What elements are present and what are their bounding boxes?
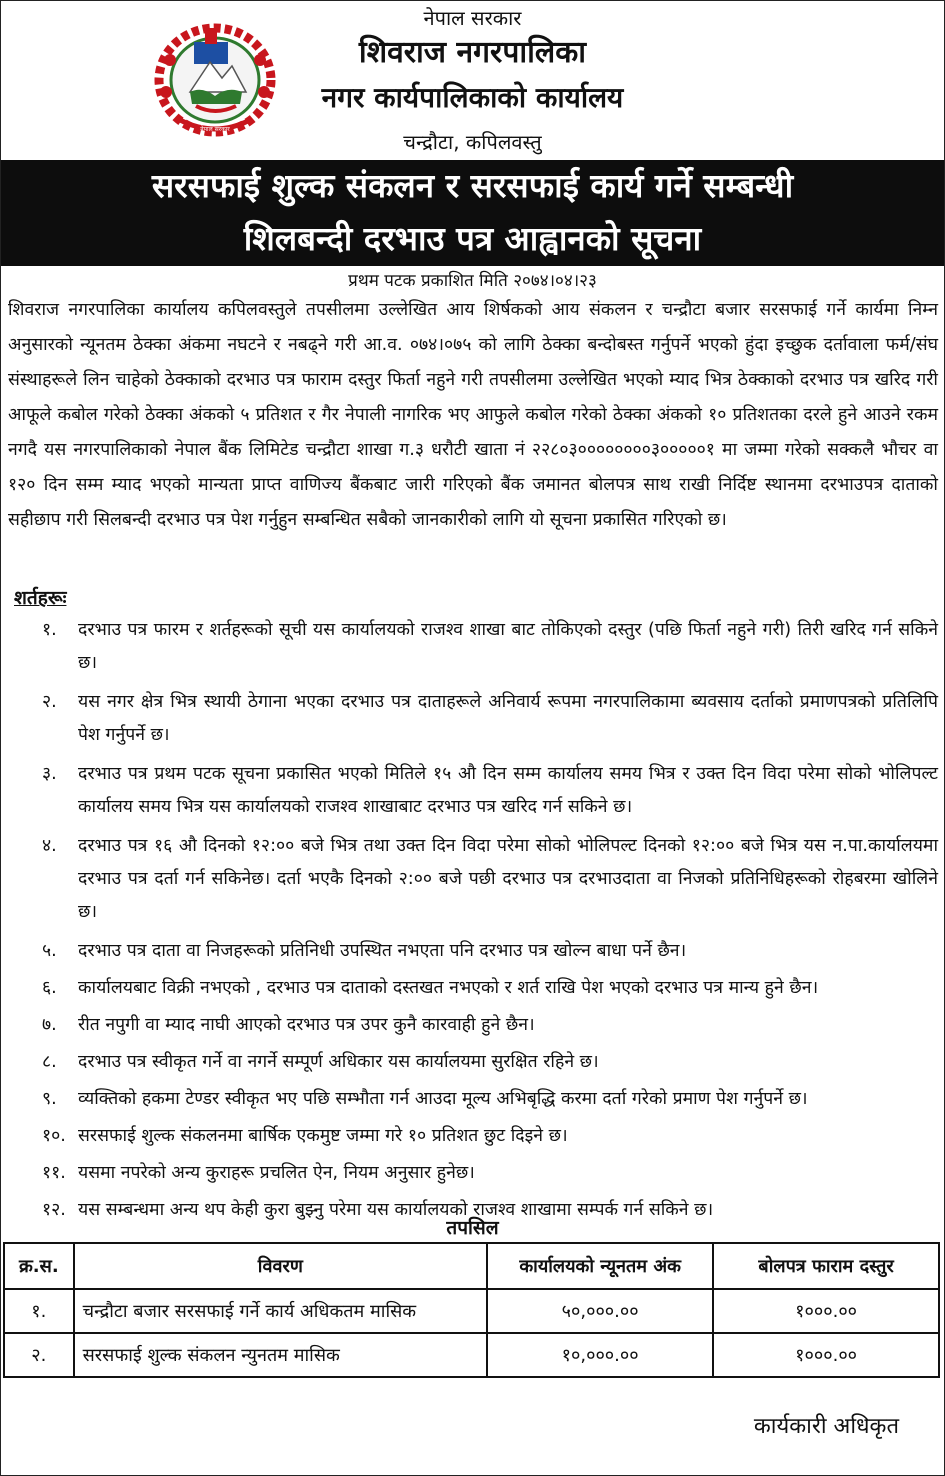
col-minimum-amount-header: कार्यालयको न्यूनतम अंक: [487, 1243, 713, 1289]
schedule-table: [3, 1242, 940, 1378]
condition-number: १.: [42, 620, 57, 640]
notice-title-line2: शिलबन्दी दरभाउ पत्र आह्वानको सूचना: [243, 219, 702, 258]
condition-text: सरसफाई शुल्क संकलनमा बार्षिक एकमुष्ट जम्मा गरे १० प्रतिशत छुट दिइने छ।: [78, 1126, 568, 1146]
condition-item: [8, 686, 938, 752]
cell-serial: १.: [4, 1289, 74, 1333]
condition-text: दरभाउ पत्र दाता वा निजहरूको प्रतिनिधी उपस्थित नभएता पनि दरभाउ पत्र खोल्न बाधा पर्ने छैन।: [78, 941, 687, 961]
condition-text: दरभाउ पत्र प्रथम पटक सूचना प्रकासित भएको मितिले १५ औ दिन सम्म कार्यालय समय भित्र र उक्त दिन विदा परेमा सोको भोलिपल्ट कार्यालय समय भित्र यस कार्यालयको राजश्व शाखाबाट दरभाउ पत्र खरिद गर्न सकिने छ।: [78, 764, 938, 817]
office-name: नगर कार्यपालिकाको कार्यालय: [321, 81, 624, 114]
condition-number: ७.: [42, 1015, 57, 1035]
emblem-caption: नेपाल सरकार: [200, 126, 230, 133]
condition-text: कार्यालयबाट विक्री नभएको , दरभाउ पत्र दाताको दस्तखत नभएको र शर्त राखि पेश भएको दरभाउ पत्र मान्य हुने छैन।: [78, 978, 819, 998]
condition-item: [8, 1083, 938, 1116]
notice-title-banner: [1, 160, 944, 266]
government-name: नेपाल सरकार: [423, 6, 522, 30]
condition-number: ८.: [42, 1052, 57, 1072]
letterhead: [0, 0, 945, 160]
condition-item: [8, 758, 938, 824]
condition-number: ६.: [42, 978, 57, 998]
condition-item: [8, 935, 938, 968]
cell-form-fee: १०००.००: [713, 1333, 939, 1377]
condition-text: दरभाउ पत्र स्वीकृत गर्ने वा नगर्ने सम्पूर्ण अधिकार यस कार्यालयमा सुरक्षित रहिने छ।: [78, 1052, 599, 1072]
published-date: प्रथम पटक प्रकाशित मिति २०७४।०४।२३: [348, 271, 597, 291]
condition-text: दरभाउ पत्र फारम र शर्तहरूको सूची यस कार्यालयको राजश्व शाखा बाट तोकिएको दस्तुर (पछि फिर्ता नहुने गरी) तिरी खरिद गर्न सकिने छ।: [78, 620, 938, 673]
municipality-name: शिवराज नगरपालिका: [358, 35, 587, 70]
conditions-heading: शर्तहरूः: [14, 587, 67, 609]
table-row: [4, 1333, 939, 1377]
conditions-list: [8, 614, 938, 1231]
condition-item: [8, 1046, 938, 1079]
condition-text: यस सम्बन्धमा अन्य थप केही कुरा बुझ्नु परेमा यस कार्यालयको राजश्व शाखामा सम्पर्क गर्न सकिने छ।: [78, 1200, 714, 1220]
condition-item: [8, 972, 938, 1005]
cell-description: चन्द्रौटा बजार सरसफाई गर्ने कार्य अधिकतम मासिक: [74, 1289, 487, 1333]
condition-item: [8, 830, 938, 929]
col-description-header: विवरण: [74, 1243, 487, 1289]
condition-text: व्यक्तिको हकमा टेण्डर स्वीकृत भए पछि सम्भौता गर्न आउदा मूल्य अभिबृद्धि करमा दर्ता गरेको प्रमाण पेश गर्नुपर्ने छ।: [78, 1089, 808, 1109]
condition-number: १२.: [42, 1200, 66, 1220]
notice-intro-paragraph: शिवराज नगरपालिका कार्यालय कपिलवस्तुले तपसीलमा उल्लेखित आय शिर्षकको आय संकलन र चन्द्रौटा बजार सरसफाई गर्ने कार्यमा निम्न अनुसारको न्यूनतम ठेक्का अंकमा नघटने र नबढ्ने गरी आ.व. ०७४।०७५ को लागि ठेक्का बन्दोबस्त गर्नुपर्ने भएको हुंदा इच्छुक दर्तावाला फर्म/संघ संस्थाहरूले लिन चाहेको ठेक्काको दरभाउ पत्र फाराम दस्तुर फिर्ता नहुने गरी तपसीलमा उल्लेखित भएको म्याद भित्र ठेक्काको दरभाउ पत्र खरिद गरी आफूले कबोल गरेको ठेक्का अंकको ५ प्रतिशत र गैर नेपाली नागरिक भए आफुले कबोल गरेको ठेक्का अंकको १० प्रतिशतका दरले हुने आउने रकम नगदै यस नगरपालिकाको नेपाल बैंक लिमिटेड चन्द्रौटा शाखा ग.३ धरौटी खाता नं २२८०३००००००००३०००००१ मा जम्मा गरेको सक्कलै भौचर वा १२० दिन सम्म म्याद भएको मान्यता प्राप्त वाणिज्य बैंकबाट जारी गरिएको बैंक जमानत बोलपत्र साथ राखी निर्दिष्ट स्थानमा दरभाउपत्र दाताको सहीछाप गरी सिलबन्दी दरभाउ पत्र पेश गर्नुहुन सम्बन्धित सबैको जानकारीको लागि यो सूचना प्रकासित गरिएको छ।: [8, 300, 938, 530]
condition-number: ३.: [42, 764, 57, 784]
table-row: [4, 1289, 939, 1333]
cell-minimum-amount: ५०,०००.००: [487, 1289, 713, 1333]
office-address: चन्द्रौटा, कपिलवस्तु: [403, 130, 542, 154]
condition-item: [8, 1009, 938, 1042]
condition-number: ५.: [42, 941, 57, 961]
condition-number: ११.: [42, 1163, 66, 1183]
condition-text: यसमा नपरेको अन्य कुराहरू प्रचलित ऐन, नियम अनुसार हुनेछ।: [78, 1163, 475, 1183]
notice-title-line1: सरसफाई शुल्क संकलन र सरसफाई कार्य गर्ने सम्बन्धी: [151, 166, 794, 205]
schedule-title: तपसिल: [446, 1217, 499, 1239]
col-serial-header: क्र.स.: [4, 1243, 74, 1289]
condition-number: ४.: [42, 836, 57, 856]
condition-number: १०.: [42, 1126, 66, 1146]
condition-text: दरभाउ पत्र १६ औ दिनको १२:०० बजे भित्र तथा उक्त दिन विदा परेमा सोको भोलिपल्ट दिनको १२:०० बजे भित्र यस न.पा.कार्यालयमा दरभाउ पत्र दर्ता गर्न सकिनेछ। दर्ता भएकै दिनको २:०० बजे पछी दरभाउ पत्र दरभाउदाता वा निजको प्रतिनिधिहरूको रोहबरमा खोलिने छ।: [78, 836, 938, 922]
condition-number: ९.: [42, 1089, 57, 1109]
col-form-fee-header: बोलपत्र फाराम दस्तुर: [713, 1243, 939, 1289]
condition-text: रीत नपुगी वा म्याद नाघी आएको दरभाउ पत्र उपर कुनै कारवाही हुने छैन।: [78, 1015, 535, 1035]
cell-form-fee: १०००.००: [713, 1289, 939, 1333]
cell-description: सरसफाई शुल्क संकलन न्युनतम मासिक: [74, 1333, 487, 1377]
cell-minimum-amount: १०,०००.००: [487, 1333, 713, 1377]
condition-text: यस नगर क्षेत्र भित्र स्थायी ठेगाना भएका दरभाउ पत्र दाताहरूले अनिवार्य रूपमा नगरपालिकामा ब्यवसाय दर्ताको प्रमाणपत्रको प्रतिलिपि पेश गर्नुपर्ने छ।: [78, 692, 938, 745]
condition-item: [8, 614, 938, 680]
table-header-row: [4, 1243, 939, 1289]
condition-item: [8, 1157, 938, 1190]
cell-serial: २.: [4, 1333, 74, 1377]
condition-item: [8, 1120, 938, 1153]
signatory-title: कार्यकारी अधिकृत: [753, 1414, 899, 1439]
condition-number: २.: [42, 692, 57, 712]
